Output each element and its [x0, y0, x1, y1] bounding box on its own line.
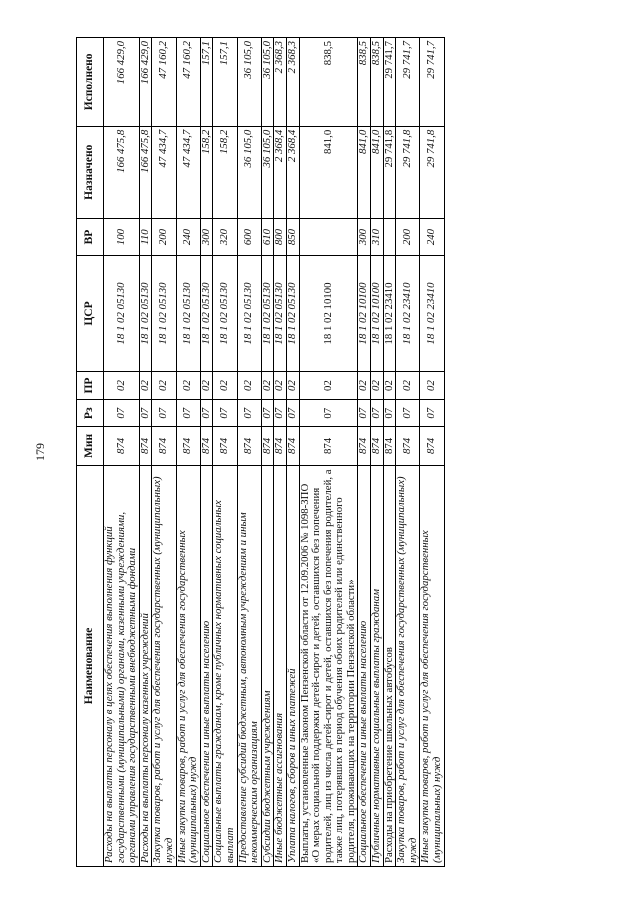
cell-rz: 07 [299, 400, 358, 427]
cell-csr: 18 1 02 05130 [274, 256, 287, 371]
cell-vr [299, 218, 358, 256]
cell-csr: 18 1 02 05130 [176, 256, 200, 371]
cell-pr: 02 [383, 371, 396, 400]
header-csr: ЦСР [77, 256, 104, 371]
cell-csr: 18 1 02 05130 [237, 256, 261, 371]
cell-ispolneno: 166 429,0 [104, 38, 140, 127]
cell-min: 874 [176, 427, 200, 466]
cell-vr: 600 [237, 218, 261, 256]
header-naznacheno: Назначено [77, 126, 104, 218]
cell-pr: 02 [104, 371, 140, 400]
cell-naznacheno: 166 475,8 [104, 126, 140, 218]
header-min: Мин [77, 427, 104, 466]
cell-rz: 07 [371, 400, 384, 427]
cell-ispolneno: 36 105,0 [237, 38, 261, 127]
cell-min: 874 [371, 427, 384, 466]
cell-ispolneno: 29 741,7 [383, 38, 396, 127]
cell-ispolneno: 157,1 [213, 38, 237, 127]
cell-min: 874 [396, 427, 420, 466]
cell-naznacheno: 2 368,4 [286, 126, 299, 218]
cell-rz: 07 [213, 400, 237, 427]
table-row [274, 38, 287, 867]
cell-ispolneno: 29 741,7 [396, 38, 420, 127]
cell-min: 874 [383, 427, 396, 466]
table-row [213, 38, 237, 867]
header-name: Наименование [77, 465, 104, 866]
cell-min: 874 [420, 427, 444, 466]
rotated-page-content [76, 37, 564, 867]
cell-csr: 18 1 02 05130 [104, 256, 140, 371]
cell-rz: 07 [274, 400, 287, 427]
table-row [358, 38, 371, 867]
cell-vr: 610 [261, 218, 274, 256]
cell-rz: 07 [358, 400, 371, 427]
cell-naznacheno: 47 434,7 [176, 126, 200, 218]
cell-naznacheno: 841,0 [358, 126, 371, 218]
cell-min: 874 [152, 427, 176, 466]
cell-rz: 07 [176, 400, 200, 427]
budget-table [76, 37, 445, 867]
cell-min: 874 [104, 427, 140, 466]
cell-pr: 02 [371, 371, 384, 400]
cell-ispolneno: 166 429,0 [139, 38, 152, 127]
table-row [299, 38, 358, 867]
cell-vr: 300 [358, 218, 371, 256]
cell-pr: 02 [358, 371, 371, 400]
cell-vr: 200 [396, 218, 420, 256]
cell-name: Уплата налогов, сборов и иных платежей [286, 465, 299, 866]
cell-pr: 02 [299, 371, 358, 400]
cell-pr: 02 [139, 371, 152, 400]
cell-name: Расходы на выплаты персоналу в целях обеспечения выполнения функций государственными (муниципальными) органами, казенными учреждениями, органами управления государственными внебюджетными фондами [104, 465, 140, 866]
cell-min: 874 [139, 427, 152, 466]
cell-min: 874 [200, 427, 213, 466]
table-row [104, 38, 140, 867]
cell-name: Иные закупки товаров, работ и услуг для обеспечения государственных (муниципальных) нужд [176, 465, 200, 866]
cell-rz: 07 [396, 400, 420, 427]
cell-pr: 02 [420, 371, 444, 400]
cell-naznacheno: 841,0 [371, 126, 384, 218]
cell-ispolneno: 157,1 [200, 38, 213, 127]
cell-ispolneno: 2 368,3 [274, 38, 287, 127]
page-number: 179 [33, 443, 47, 461]
cell-naznacheno: 29 741,8 [420, 126, 444, 218]
cell-ispolneno: 47 160,2 [152, 38, 176, 127]
cell-name: Расходы на выплаты персоналу казенных учреждений [139, 465, 152, 866]
cell-rz: 07 [139, 400, 152, 427]
cell-min: 874 [213, 427, 237, 466]
cell-csr: 18 1 02 23410 [396, 256, 420, 371]
cell-naznacheno: 158,2 [213, 126, 237, 218]
cell-name: Публичные нормативные социальные выплаты гражданам [371, 465, 384, 866]
cell-min: 874 [237, 427, 261, 466]
cell-vr: 100 [104, 218, 140, 256]
cell-pr: 02 [213, 371, 237, 400]
cell-name: Выплаты, установленные Законом Пензенской области от 12.09.2006 № 1098-ЗПО «О мерах социальной поддержки детей-сирот и детей, оставшихся без попечения родителей, лиц из числа детей-сирот и детей, оставшихся без попечения родителей, а также лиц, потерявших в период обучения обоих родителей или единственного родителя, проживающих на территории Пензенской области» [299, 465, 358, 866]
cell-ispolneno: 838,5 [299, 38, 358, 127]
cell-rz: 07 [261, 400, 274, 427]
cell-csr: 18 1 02 10100 [299, 256, 358, 371]
table-row [200, 38, 213, 867]
cell-csr: 18 1 02 05130 [213, 256, 237, 371]
table-row [383, 38, 396, 867]
cell-name: Социальные выплаты гражданам, кроме публичных нормативных социальных выплат [213, 465, 237, 866]
cell-csr: 18 1 02 23410 [383, 256, 396, 371]
cell-rz: 07 [420, 400, 444, 427]
cell-rz: 07 [286, 400, 299, 427]
table-row [237, 38, 261, 867]
cell-vr: 320 [213, 218, 237, 256]
cell-vr [383, 218, 396, 256]
cell-csr: 18 1 02 10100 [358, 256, 371, 371]
cell-name: Закупка товаров, работ и услуг для обеспечения государственных (муниципальных) нужд [396, 465, 420, 866]
cell-name: Иные бюджетные ассигнования [274, 465, 287, 866]
cell-vr: 240 [176, 218, 200, 256]
cell-naznacheno: 36 105,0 [237, 126, 261, 218]
table-row [420, 38, 444, 867]
cell-name: Расходы на приобретение школьных автобусов [383, 465, 396, 866]
cell-csr: 18 1 02 05130 [152, 256, 176, 371]
table-header-row [77, 38, 104, 867]
cell-ispolneno: 29 741,7 [420, 38, 444, 127]
cell-name: Социальное обеспечение и иные выплаты населению [358, 465, 371, 866]
cell-min: 874 [358, 427, 371, 466]
cell-pr: 02 [152, 371, 176, 400]
cell-naznacheno: 36 105,0 [261, 126, 274, 218]
cell-naznacheno: 29 741,8 [383, 126, 396, 218]
cell-naznacheno: 841,0 [299, 126, 358, 218]
cell-csr: 18 1 02 05130 [139, 256, 152, 371]
cell-vr: 850 [286, 218, 299, 256]
cell-name: Социальное обеспечение и иные выплаты населению [200, 465, 213, 866]
cell-pr: 02 [200, 371, 213, 400]
cell-naznacheno: 166 475,8 [139, 126, 152, 218]
cell-csr: 18 1 02 10100 [371, 256, 384, 371]
cell-rz: 07 [383, 400, 396, 427]
cell-vr: 310 [371, 218, 384, 256]
cell-pr: 02 [261, 371, 274, 400]
cell-vr: 200 [152, 218, 176, 256]
cell-rz: 07 [200, 400, 213, 427]
cell-ispolneno: 36 105,0 [261, 38, 274, 127]
cell-naznacheno: 2 368,4 [274, 126, 287, 218]
cell-ispolneno: 47 160,2 [176, 38, 200, 127]
cell-min: 874 [299, 427, 358, 466]
cell-name: Иные закупки товаров, работ и услуг для обеспечения государственных (муниципальных) нужд [420, 465, 444, 866]
cell-ispolneno: 2 368,3 [286, 38, 299, 127]
header-vr: ВР [77, 218, 104, 256]
table-row [261, 38, 274, 867]
header-rz: Рз [77, 400, 104, 427]
cell-name: Предоставление субсидий бюджетным, автономным учреждениям и иным некоммерческим организациям [237, 465, 261, 866]
cell-csr: 18 1 02 23410 [420, 256, 444, 371]
cell-naznacheno: 47 434,7 [152, 126, 176, 218]
header-ispolneno: Исполнено [77, 38, 104, 127]
cell-pr: 02 [176, 371, 200, 400]
cell-csr: 18 1 02 05130 [261, 256, 274, 371]
table-row [396, 38, 420, 867]
cell-vr: 800 [274, 218, 287, 256]
cell-rz: 07 [152, 400, 176, 427]
table-row [152, 38, 176, 867]
cell-name: Закупка товаров, работ и услуг для обеспечения государственных (муниципальных) нужд [152, 465, 176, 866]
cell-csr: 18 1 02 05130 [200, 256, 213, 371]
cell-min: 874 [274, 427, 287, 466]
cell-pr: 02 [274, 371, 287, 400]
cell-min: 874 [286, 427, 299, 466]
cell-csr: 18 1 02 05130 [286, 256, 299, 371]
table-row [371, 38, 384, 867]
table-row [176, 38, 200, 867]
cell-ispolneno: 838,5 [358, 38, 371, 127]
cell-pr: 02 [237, 371, 261, 400]
cell-vr: 240 [420, 218, 444, 256]
table-row [286, 38, 299, 867]
cell-rz: 07 [237, 400, 261, 427]
cell-pr: 02 [396, 371, 420, 400]
cell-vr: 300 [200, 218, 213, 256]
cell-vr: 110 [139, 218, 152, 256]
table-row [139, 38, 152, 867]
table-body [104, 38, 445, 867]
cell-ispolneno: 838,5 [371, 38, 384, 127]
header-pr: ПР [77, 371, 104, 400]
cell-naznacheno: 158,2 [200, 126, 213, 218]
cell-pr: 02 [286, 371, 299, 400]
cell-rz: 07 [104, 400, 140, 427]
cell-naznacheno: 29 741,8 [396, 126, 420, 218]
cell-name: Субсидии бюджетным учреждениям [261, 465, 274, 866]
cell-min: 874 [261, 427, 274, 466]
